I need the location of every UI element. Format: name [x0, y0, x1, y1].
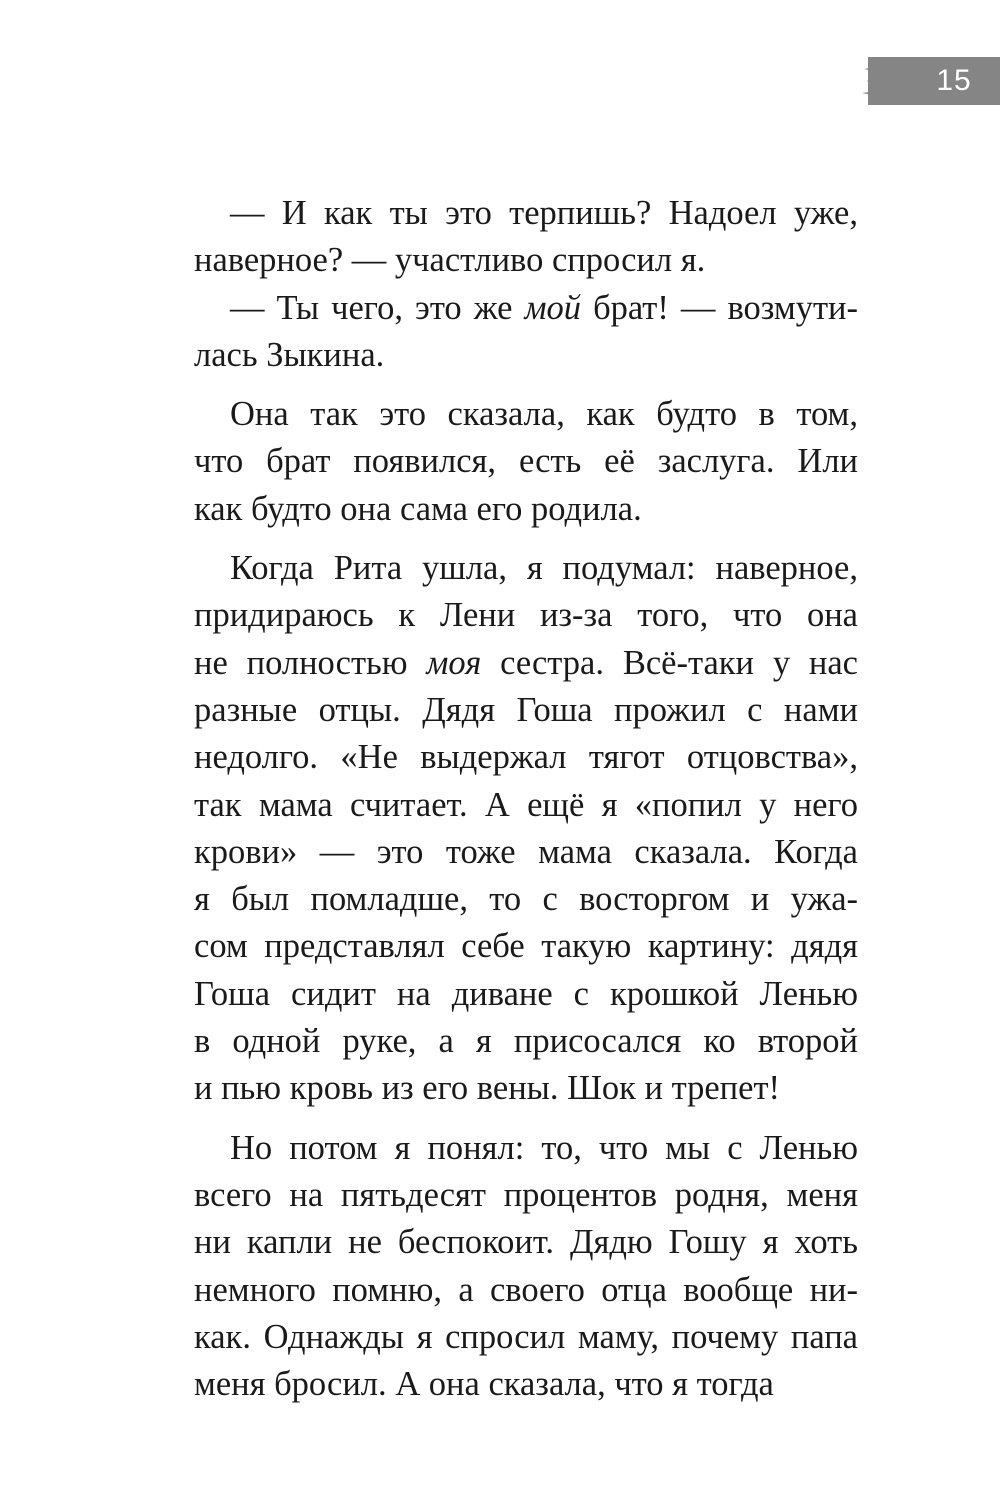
text-line: немного помню, а своего отца вообще ни- — [194, 1270, 858, 1309]
text-line: всего на пятьдесят процентов родня, меня — [194, 1175, 858, 1214]
emphasized-word: мой — [524, 288, 582, 327]
text-line: разные отцы. Дядя Гоша прожил с нами — [194, 690, 858, 729]
text-line: меня бросил. А она сказала, что я тогда — [194, 1365, 774, 1404]
text-line: и пью кровь из его вены. Шок и трепет! — [194, 1069, 781, 1108]
text-line: Гоша сидит на диване с крошкой Ленью — [194, 974, 858, 1013]
text-line: придираюсь к Лени из-за того, что она — [194, 596, 858, 635]
paragraph — [194, 190, 858, 285]
text-line: как будто она сама его родила. — [194, 489, 642, 528]
text-line: я был помладше, то с восторгом и ужа- — [194, 880, 858, 919]
paragraph — [194, 545, 858, 1113]
brush-stroke-decoration — [862, 57, 906, 105]
book-text — [194, 190, 858, 1408]
text-line: — Ты чего, это же мой брат! — возмути- — [230, 288, 858, 327]
text-line: сом представлял себе такую картину: дядя — [194, 927, 858, 966]
text-line: недолго. «Не выдержал тягот отцовства», — [194, 738, 858, 777]
paragraph — [194, 391, 858, 533]
text-line: Когда Рита ушла, я подумал: наверное, — [230, 549, 858, 588]
text-line: не полностью моя сестра. Всё-таки у нас — [194, 643, 858, 682]
text-line: Она так это сказала, как будто в том, — [230, 395, 858, 434]
paragraph — [194, 285, 858, 380]
text-line: наверное? — участливо спросил я. — [194, 241, 706, 280]
emphasized-word: моя — [426, 643, 482, 682]
text-line: в одной руке, а я присосался ко второй — [194, 1022, 858, 1061]
text-line: лась Зыкина. — [194, 335, 385, 374]
paragraph — [194, 1125, 858, 1409]
text-line: что брат появился, есть её заслуга. Или — [194, 442, 858, 481]
text-line: так мама считает. А ещё я «попил у него — [194, 785, 858, 824]
text-line: — И как ты это терпишь? Надоел уже, — [230, 194, 858, 232]
text-line: ни капли не беспокоит. Дядю Гошу я хоть — [194, 1223, 858, 1262]
text-line: как. Однажды я спросил маму, почему папа — [194, 1317, 858, 1356]
page-number: 15 — [936, 64, 972, 97]
page-number-tab — [868, 57, 1000, 105]
text-line: крови» — это тоже мама сказала. Когда — [194, 832, 858, 871]
text-line: Но потом я понял: то, что мы с Ленью — [230, 1128, 858, 1167]
